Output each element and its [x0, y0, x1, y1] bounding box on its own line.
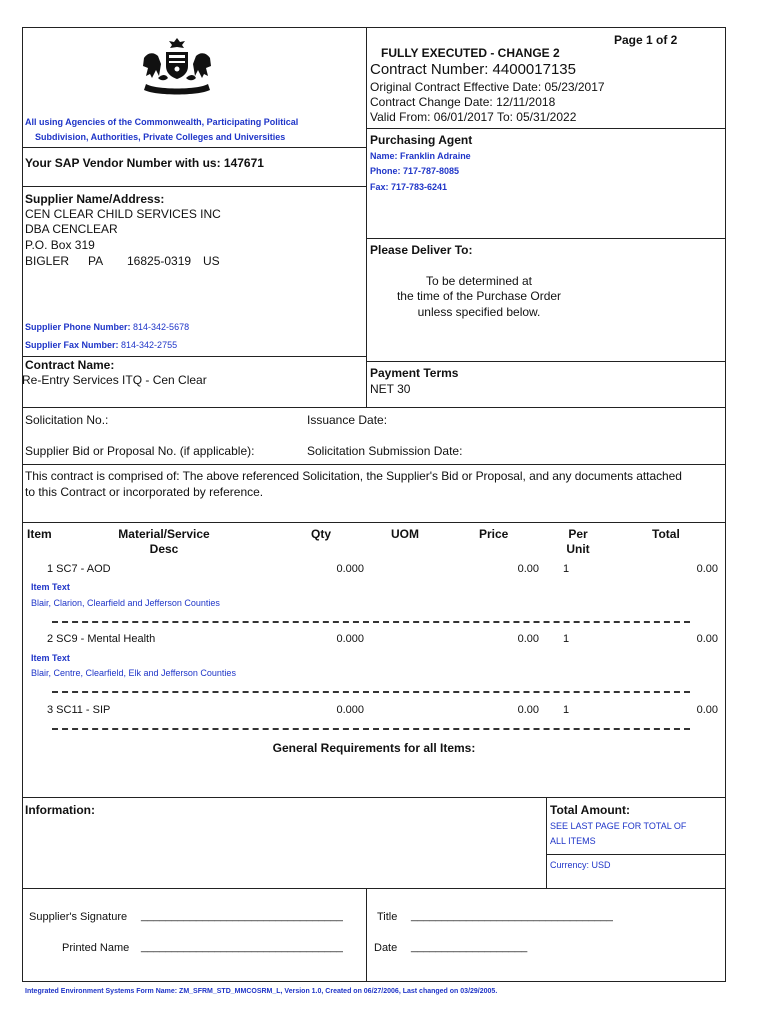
divider-top-vertical — [366, 27, 367, 407]
supplier-city: BIGLER — [25, 254, 70, 268]
row-1-per: 1 — [563, 563, 570, 575]
payment-terms-value: NET 30 — [370, 382, 411, 396]
supplier-phone-value: 814-342-5678 — [133, 322, 190, 332]
currency-label: Currency: USD — [550, 860, 611, 870]
divider-contract-name — [22, 356, 366, 357]
divider-currency — [546, 854, 726, 855]
row-1-item: 1 SC7 - AOD — [47, 563, 111, 575]
divider-table-top — [22, 522, 726, 523]
row-1-total: 0.00 — [696, 563, 718, 575]
col-header-item: Item — [27, 527, 52, 541]
title-line[interactable]: _________________________________ — [411, 910, 613, 922]
divider-payment — [366, 361, 726, 362]
payment-terms-heading: Payment Terms — [370, 366, 459, 380]
page-number: Page 1 of 2 — [614, 33, 678, 47]
sap-vendor-number: Your SAP Vendor Number with us: 147671 — [25, 156, 264, 170]
row-2-per: 1 — [563, 633, 570, 645]
agent-phone: Phone: 717-787-8085 — [370, 166, 460, 176]
supplier-phone — [25, 322, 189, 332]
bid-proposal-label: Supplier Bid or Proposal No. (if applicable): — [25, 444, 255, 458]
deliver-line-3: unless specified below. — [417, 305, 541, 319]
col-header-total: Total — [652, 527, 680, 541]
contract-name: Re-Entry Services ITQ - Cen Clear — [22, 373, 207, 387]
contract-status: FULLY EXECUTED - CHANGE 2 — [381, 46, 560, 60]
total-note-line-2: ALL ITEMS — [550, 836, 596, 846]
comprised-line-1: This contract is comprised of: The above referenced Solicitation, the Supplier's Bid or Proposal, and any documents attached — [25, 469, 682, 483]
col-header-uom: UOM — [391, 527, 419, 541]
information-heading: Information: — [25, 803, 95, 817]
supplier-country: US — [203, 254, 220, 268]
original-effective-date: Original Contract Effective Date: 05/23/2017 — [370, 80, 605, 94]
divider-info — [22, 797, 726, 798]
divider-signature-vertical — [366, 888, 367, 982]
row-3-item: 3 SC11 - SIP — [47, 704, 111, 716]
row-3-per: 1 — [563, 704, 570, 716]
row-2-item: 2 SC9 - Mental Health — [47, 633, 156, 645]
row-1-item-text: Blair, Clarion, Clearfield and Jefferson Counties — [31, 598, 220, 608]
row-2-item-text: Blair, Centre, Clearfield, Elk and Jefferson Counties — [31, 668, 236, 678]
row-2-separator — [52, 691, 690, 693]
divider-vendor — [22, 186, 366, 187]
form-footer: Integrated Environment Systems Form Name: ZM_SFRM_STD_MMCOSRM_L, Version 1.0, Created on 06/27/2006, Last changed on 03/29/2005. — [25, 988, 498, 995]
divider-signature — [22, 888, 726, 889]
commonwealth-seal-icon — [138, 36, 216, 98]
agencies-line-2: Subdivision, Authorities, Private Colleges and Universities — [35, 132, 286, 142]
valid-date-range: Valid From: 06/01/2017 To: 05/31/2022 — [370, 110, 577, 124]
row-1-separator — [52, 621, 690, 623]
solicitation-number-label: Solicitation No.: — [25, 413, 109, 427]
row-1-item-text-label: Item Text — [31, 582, 70, 592]
contract-number: Contract Number: 4400017135 — [370, 61, 576, 78]
row-1-price: 0.00 — [517, 563, 539, 575]
deliver-line-2: the time of the Purchase Order — [396, 289, 562, 303]
supplier-signature-line[interactable]: _________________________________ — [141, 910, 343, 922]
col-header-desc-1: Material/Service — [118, 527, 210, 541]
total-amount-heading: Total Amount: — [550, 803, 630, 817]
supplier-fax-label: Supplier Fax Number: — [25, 340, 119, 350]
supplier-line-3: P.O. Box 319 — [25, 238, 95, 252]
col-header-per-1: Per — [568, 527, 588, 541]
general-requirements-heading: General Requirements for all Items: — [272, 741, 476, 755]
printed-name-line[interactable]: _________________________________ — [141, 941, 343, 953]
supplier-fax-value: 814-342-2755 — [121, 340, 178, 350]
supplier-signature-label: Supplier's Signature — [29, 911, 128, 923]
supplier-line-2: DBA CENCLEAR — [25, 222, 118, 236]
supplier-fax — [25, 340, 177, 350]
agencies-line-1: All using Agencies of the Commonwealth, Participating Political — [25, 117, 299, 127]
agent-fax: Fax: 717-783-6241 — [370, 182, 448, 192]
col-header-qty: Qty — [311, 527, 332, 541]
supplier-line-1: CEN CLEAR CHILD SERVICES INC — [25, 207, 221, 221]
row-2-price: 0.00 — [517, 633, 539, 645]
divider-agencies — [22, 147, 366, 148]
row-3-separator — [52, 728, 690, 730]
purchasing-agent-heading: Purchasing Agent — [370, 133, 473, 147]
row-2-qty: 0.000 — [336, 633, 364, 645]
issuance-date-label: Issuance Date: — [307, 413, 388, 427]
divider-agent — [366, 128, 726, 129]
comprised-line-2: to this Contract or incorporated by reference. — [25, 485, 264, 499]
col-header-price: Price — [479, 527, 509, 541]
supplier-heading: Supplier Name/Address: — [25, 192, 165, 206]
row-1-qty: 0.000 — [336, 563, 364, 575]
supplier-zip: 16825-0319 — [127, 254, 192, 268]
contract-name-heading: Contract Name: — [25, 358, 115, 372]
date-line[interactable]: ___________________ — [411, 941, 528, 953]
divider-info-vertical — [546, 797, 547, 888]
supplier-state: PA — [88, 254, 104, 268]
row-3-total: 0.00 — [696, 704, 718, 716]
date-label: Date — [374, 942, 398, 954]
deliver-heading: Please Deliver To: — [370, 243, 473, 257]
total-note-line-1: SEE LAST PAGE FOR TOTAL OF — [550, 821, 687, 831]
printed-name-label: Printed Name — [62, 942, 130, 954]
title-label: Title — [377, 911, 398, 923]
col-header-desc-2: Desc — [149, 542, 179, 556]
divider-deliver — [366, 238, 726, 239]
divider-solicitation — [22, 407, 726, 408]
agent-name: Name: Franklin Adraine — [370, 151, 471, 161]
contract-change-date: Contract Change Date: 12/11/2018 — [370, 95, 556, 109]
row-2-item-text-label: Item Text — [31, 653, 70, 663]
divider-comprised — [22, 464, 726, 465]
submission-date-label: Solicitation Submission Date: — [307, 444, 463, 458]
row-3-qty: 0.000 — [336, 704, 364, 716]
supplier-phone-label: Supplier Phone Number: — [25, 322, 131, 332]
row-3-price: 0.00 — [517, 704, 539, 716]
row-2-total: 0.00 — [696, 633, 718, 645]
deliver-line-1: To be determined at — [425, 274, 533, 288]
col-header-per-2: Unit — [566, 542, 590, 556]
